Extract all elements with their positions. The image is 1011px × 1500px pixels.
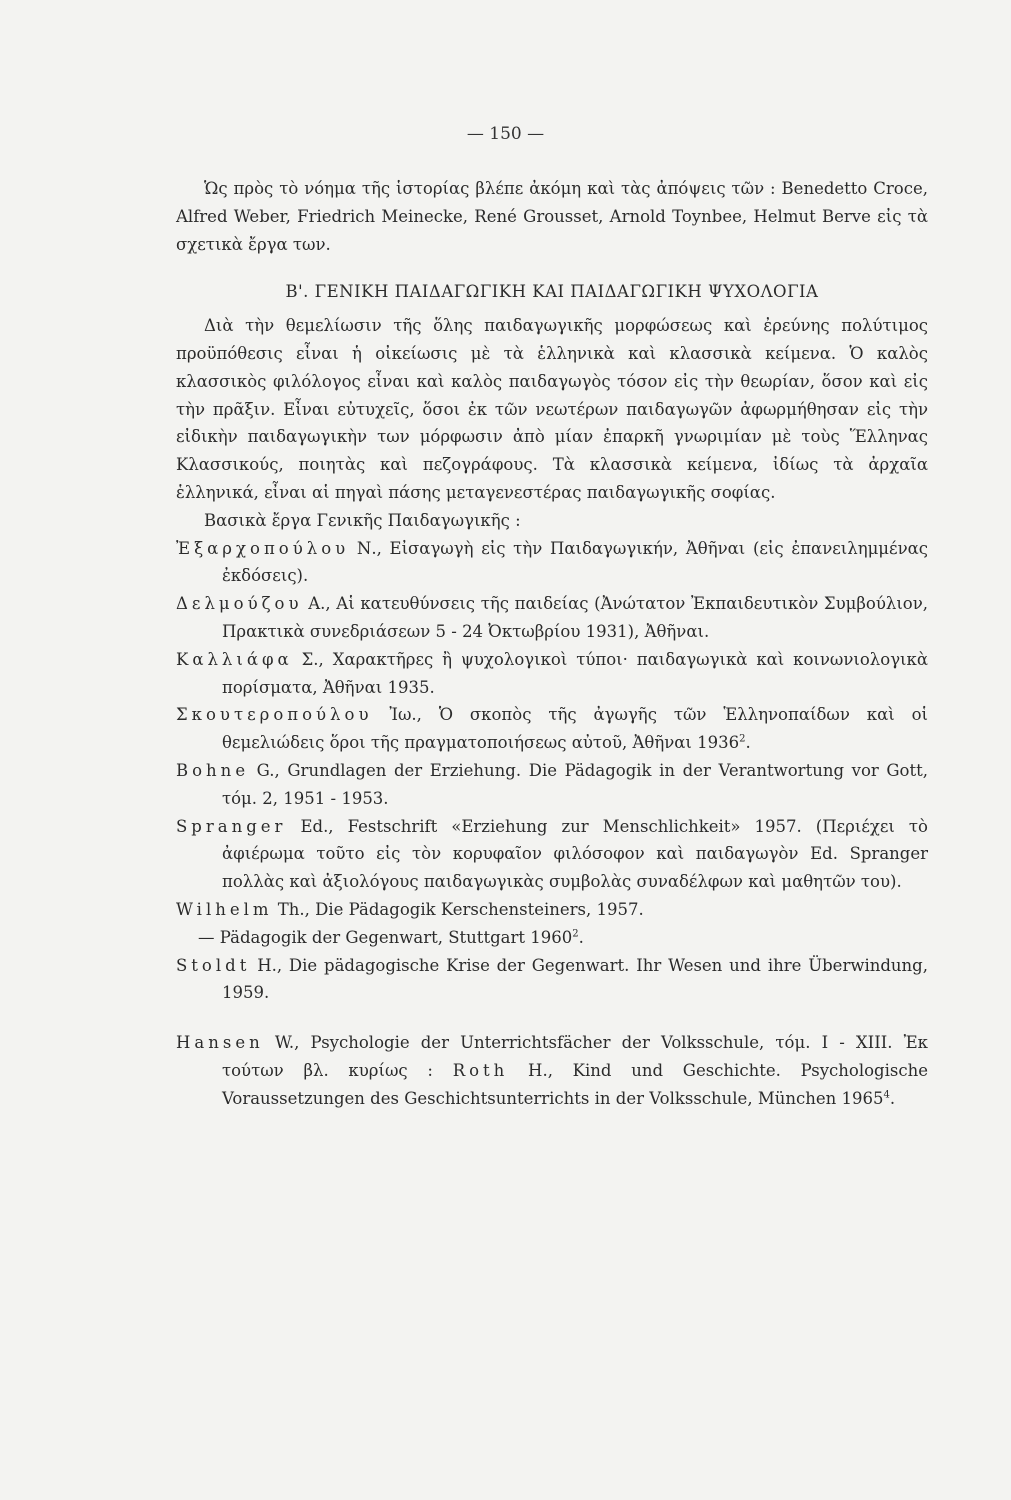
reference-tail: . <box>578 927 584 947</box>
reference-item <box>176 535 928 591</box>
reference-dash: — <box>198 927 215 947</box>
reference-author: Stoldt <box>176 955 251 975</box>
edition-superscript: 4 <box>883 1089 890 1101</box>
reference-text: Α., Αἱ κατευθύνσεις τῆς παιδείας (Ἀνώτατον Ἐκπαιδευτικὸν Συμβούλιον, Πρακτικὰ συνεδριάσεων 5 - 24 Ὀκτωβρίου 1931), Ἀθῆναι. <box>222 594 928 641</box>
body-paragraph: Διὰ τὴν θεμελίωσιν τῆς ὅλης παιδαγωγικῆς μορφώσεως καὶ ἐρεύνης πολύτιμος προϋπόθεσις εἶναι ἡ οἰκείωσις μὲ τὰ ἑλληνικὰ καὶ κλασσικὰ κείμενα. Ὁ καλὸς κλασσικὸς φιλόλογος εἶναι καὶ καλὸς παιδαγωγὸς τόσον εἰς τὴν θεωρίαν, ὅσον καὶ εἰς τὴν πρᾶξιν. Εἶναι εὐτυχεῖς, ὅσοι ἐκ τῶν νεωτέρων παιδαγωγῶν ἀφωρμήθησαν εἰς τὴν εἰδικὴν παιδαγωγικὴν των μόρφωσιν ἀπὸ μίαν ἐπαρκῆ γνωριμίαν μὲ τοὺς Ἕλληνας Κλασσικούς, ποιητὰς καὶ πεζογράφους. Τὰ κλασσικὰ κείμενα, ἰδίως τὰ ἀρχαῖα ἑλληνικά, εἶναι αἱ πηγαὶ πάσης μεταγενεστέρας παιδαγωγικῆς σοφίας. <box>176 316 928 502</box>
edition-superscript: 2 <box>572 928 579 940</box>
reference-text: Pädagogik der Gegenwart, Stuttgart 1960 <box>214 927 573 947</box>
reference-item <box>176 924 928 952</box>
reference-item <box>176 952 928 1008</box>
reference-item <box>176 896 928 924</box>
reference-item <box>176 1029 928 1112</box>
page-body <box>176 175 928 1113</box>
books-label: Βασικὰ ἔργα Γενικῆς Παιδαγωγικῆς : <box>204 510 521 530</box>
page-number: — 150 — <box>466 124 545 144</box>
reference-author: Σκουτεροπούλου <box>176 705 373 725</box>
reference-author: Wilhelm <box>176 899 273 919</box>
reference-text: Th., Die Pädagogik Kerschensteiners, 1957. <box>272 899 644 919</box>
reference-author: Δελμούζου <box>176 594 303 614</box>
reference-list <box>176 535 928 1113</box>
reference-text: Ἰω., Ὁ σκοπὸς τῆς ἀγωγῆς τῶν Ἑλληνοπαίδων καὶ οἱ θεμελιώδεις ὅροι τῆς πραγματοποιήσεως αὐτοῦ, Ἀθῆναι 1936 <box>222 705 928 753</box>
reference-item <box>176 813 928 896</box>
reference-author: Hansen <box>176 1033 264 1053</box>
reference-item <box>176 646 928 702</box>
reference-author: Spranger <box>176 816 287 836</box>
section-heading: Β'. ΓΕΝΙΚΗ ΠΑΙΔΑΓΩΓΙΚΗ ΚΑΙ ΠΑΙΔΑΓΩΓΙΚΗ ΨΥΧΟΛΟΓΙΑ <box>285 282 819 302</box>
reference-item <box>176 757 928 813</box>
edition-superscript: 2 <box>739 733 746 745</box>
reference-text: Ed., Festschrift «Erziehung zur Menschlichkeit» 1957. (Περιέχει τὸ ἀφιέρωμα τοῦτο εἰς τὸν κορυφαῖον φιλόσοφον καὶ παιδαγωγὸν Ed. Spranger πολλὰς καὶ ἀξιολόγους παιδαγωγικὰς συμβολὰς συναδέλφων καὶ μαθητῶν του). <box>222 816 928 892</box>
reference-tail: . <box>889 1088 896 1108</box>
reference-text: Σ., Χαρακτῆρες ἢ ψυχολογικοὶ τύποι· παιδαγωγικὰ καὶ κοινωνιολογικὰ πορίσματα, Ἀθῆναι 1935. <box>222 649 928 697</box>
reference-item <box>176 701 928 757</box>
reference-author: Bohne <box>176 760 250 780</box>
intro-paragraph: Ὡς πρὸς τὸ νόημα τῆς ἱστορίας βλέπε ἀκόμη καὶ τὰς ἀπόψεις τῶν : Benedetto Croce, Alfred Weber, Friedrich Meinecke, René Grousset, Arnold Toynbee, Helmut Berve εἰς τὰ σχετικὰ ἔργα των. <box>176 179 928 254</box>
reference-author-secondary: Roth <box>452 1060 509 1080</box>
reference-text: Ν., Εἰσαγωγὴ εἰς τὴν Παιδαγωγικήν, Ἀθῆναι (εἰς ἐπανειλημμένας ἐκδόσεις). <box>222 538 928 586</box>
reference-text: H., Die pädagogische Krise der Gegenwart. Ihr Wesen und ihre Überwindung, 1959. <box>222 955 928 1003</box>
reference-item <box>176 590 928 646</box>
reference-tail: . <box>745 733 751 753</box>
reference-text: W., Psychologie der Unterrichtsfächer der Volksschule, τόμ. I - XIII. Ἐκ τούτων βλ. κυρίως : <box>222 1033 928 1080</box>
reference-text: G., Grundlagen der Erziehung. Die Pädagogik in der Verantwortung vor Gott, τόμ. 2, 1951 - 1953. <box>222 760 928 808</box>
reference-author: Καλλιάφα <box>176 649 293 669</box>
reference-author: Ἐξαρχοπούλου <box>176 538 350 558</box>
reference-text: H., Kind und Geschichte. Psychologische Voraussetzungen des Geschichtsunterrichts in der Volksschule, München 1965 <box>222 1060 928 1108</box>
